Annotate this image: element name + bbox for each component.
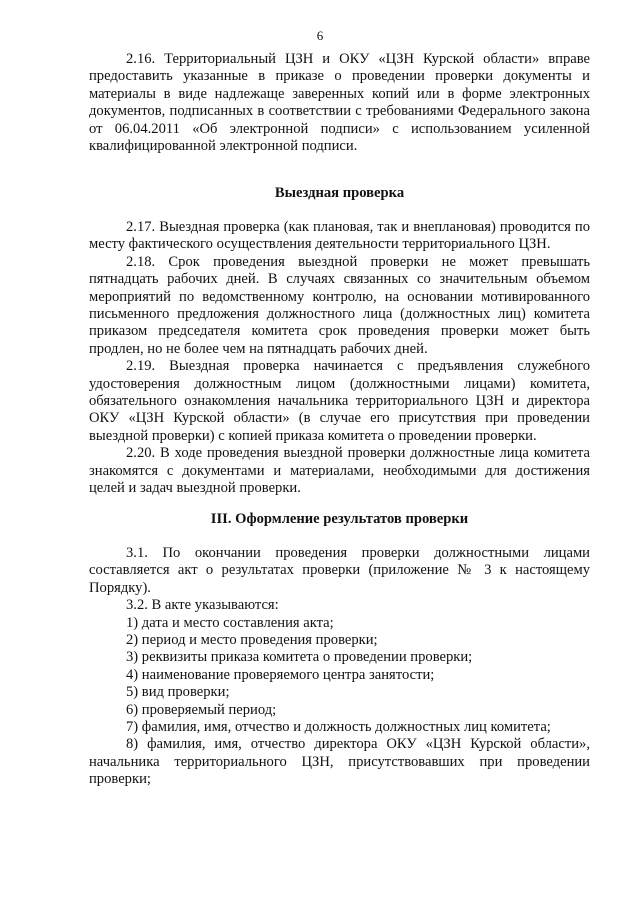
heading-field-check-block [89, 185, 590, 202]
paragraph-2-17: 2.17. Выездная проверка (как плановая, так и внеплановая) проводится по месту фактического осуществления деятельности территориального ЦЗН. [89, 219, 590, 253]
paragraph-2-19: 2.19. Выездная проверка начинается с предъявления служебного удостоверения должностным лицом (должностными лицами) комитета, обязательного ознакомления начальника территориального ЦЗН и директора ОКУ «ЦЗН Курской области» (в случае его присутствия при проведении выездной проверки) с копией приказа комитета о проведении проверки. [89, 358, 590, 444]
section-3-paragraphs [89, 545, 590, 789]
paragraph-2-20: 2.20. В ходе проведения выездной проверки должностные лица комитета знакомятся с документами и материалами, необходимыми для достижения целей и задач выездной проверки. [89, 445, 590, 497]
heading-section-3: III. Оформление результатов проверки [210, 511, 469, 527]
paragraph-3-2: 3.2. В акте указываются: [126, 597, 279, 614]
heading-field-check: Выездная проверка [274, 185, 405, 201]
list-item: 6) проверяемый период; [126, 701, 277, 718]
paragraph-2-16: 2.16. Территориальный ЦЗН и ОКУ «ЦЗН Курской области» вправе предоставить указанные в приказе о проведении проверки документы и материалы в виде надлежаще заверенных копий или в форме электронных документов, подписанных в соответствии с требованиями Федерального закона от 06.04.2011 «Об электронной подписи» с использованием усиленной квалифицированной электронной подписи. [89, 51, 590, 155]
list-item: 7) фамилия, имя, отчество и должность должностных лиц комитета; [126, 719, 551, 736]
heading-section-3-block [89, 511, 590, 528]
paragraph-3-1: 3.1. По окончании проведения проверки должностными лицами составляется акт о результатах проверки (приложение № 3 к настоящему Порядку). [89, 545, 590, 596]
list-item: 5) вид проверки; [126, 684, 230, 701]
list-item: 4) наименование проверяемого центра занятости; [126, 666, 435, 683]
list-item: 1) дата и место составления акта; [126, 614, 334, 631]
field-check-paragraphs [89, 219, 590, 498]
list-item: 8) фамилия, имя, отчество директора ОКУ «ЦЗН Курской области», начальника территориального ЦЗН, присутствовавших при проведении проверки; [89, 736, 590, 788]
paragraph-2-18: 2.18. Срок проведения выездной проверки не может превышать пятнадцать рабочих дней. В случаях связанных со значительным объемом мероприятий по ведомственному контролю, на основании мотивированного письменного предложения должностного лица (должностных лиц) комитета приказом председателя комитета срок проведения проверки может быть продлен, но не более чем на пятнадцать рабочих дней. [89, 253, 590, 357]
list-item: 2) период и место проведения проверки; [126, 632, 378, 649]
paragraph-2-16-block [89, 51, 590, 155]
page-number: 6 [316, 28, 324, 43]
list-item: 3) реквизиты приказа комитета о проведении проверки; [126, 649, 473, 666]
